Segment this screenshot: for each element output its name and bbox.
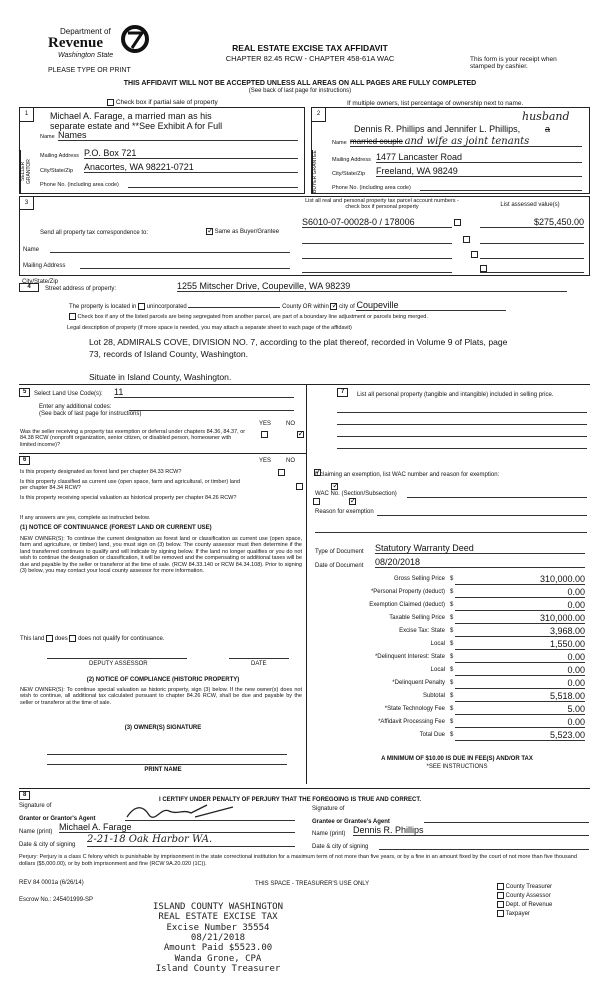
financial-value[interactable]: 310,000.00: [455, 613, 585, 624]
seller-phone-field[interactable]: [128, 178, 298, 188]
partial-sale-checkbox[interactable]: [107, 99, 114, 106]
section-5-number: 5: [19, 388, 30, 397]
legal-description-line2: 73, records of Island County, Washington.: [89, 349, 249, 359]
section-2-number: 2: [312, 108, 326, 122]
exemption-question: Was the seller receiving a property tax exemption or deferral under chapters 84.36, 84.37, or 84.38 RCW (nonprofit organization, senior citizen, or disabled person, homeowner with limited income)?: [20, 429, 246, 448]
same-as-buyer-row[interactable]: [206, 228, 279, 236]
certify-text: I CERTIFY UNDER PENALTY OF PERJURY THAT THE FOREGOING IS TRUE AND CORRECT.: [159, 797, 422, 803]
assessed-value[interactable]: $275,450.00: [480, 217, 584, 228]
buyer-name-label: Name: [332, 140, 347, 146]
dept-of: Department of: [60, 27, 111, 36]
additional-see-back: (See back of last page for instructions): [39, 411, 142, 417]
city-of-checkbox[interactable]: [330, 303, 337, 310]
name-field-3[interactable]: [50, 245, 290, 253]
dollar-sign: $: [450, 628, 454, 634]
seller-city-field[interactable]: Anacortes, WA 98221-0721: [84, 162, 298, 173]
dollar-sign: $: [450, 641, 454, 647]
wac-field[interactable]: [407, 490, 587, 498]
grantee-date-city[interactable]: [379, 842, 589, 850]
parcel-2-checkbox[interactable]: [463, 236, 470, 243]
financial-row: [307, 626, 590, 638]
treasurer-only: THIS SPACE - TREASURER'S USE ONLY: [255, 881, 370, 887]
additional-codes-field[interactable]: [129, 404, 294, 411]
same-as-buyer-label: Same as Buyer/Grantee: [214, 229, 280, 236]
seller-name-label: Name: [40, 134, 55, 140]
parcel-4[interactable]: [302, 264, 452, 273]
financial-value[interactable]: 0.00: [455, 652, 585, 663]
financial-value[interactable]: 5,518.00: [455, 691, 585, 702]
current-use-question: Is this property classified as current use (open space, farm and agricultural, or timber) land per chapter 84.34 RCW?: [20, 479, 241, 492]
dollar-sign: $: [450, 706, 454, 712]
stamp-line-7: Island County Treasurer: [155, 964, 281, 975]
personal-property-line-3[interactable]: [337, 429, 587, 437]
grantor-name[interactable]: Michael A. Farage: [59, 822, 295, 833]
buyer-mailing-label: Mailing Address: [332, 157, 371, 163]
owner-signature-line-1[interactable]: [47, 747, 287, 755]
buyer-hand-husband: husband: [522, 110, 570, 123]
segregated-label: Check box if any of the listed parcels are being segregated from another parcel, are part of a boundary line adjustment or parcels being merged.: [77, 313, 428, 320]
section-3-number: 3: [20, 197, 34, 210]
s5-yes-checkbox[interactable]: [261, 431, 268, 438]
does-checkbox[interactable]: [46, 635, 53, 642]
partial-sale-row[interactable]: [107, 99, 218, 107]
grantee-agent-label: Grantee or Grantee's Agent: [312, 819, 390, 825]
rev-number: REV 84 0001a (6/26/14): [19, 880, 84, 886]
perjury-text: Perjury: Perjury is a class C felony which is punishable by imprisonment in the state correctional institution for a maximum term of not more than five years, or by a fine in an amount fixed by the court of not more than five thousand dollars ($5,000.00), or by both imprisonment and fine (RCW 9A.20.020 (1C)).: [19, 854, 577, 867]
seller-name-line3[interactable]: Names: [58, 130, 298, 141]
notice1-title: (1) NOTICE OF CONTINUANCE (FOREST LAND OR CURRENT USE): [20, 525, 212, 531]
qualify-row: [20, 635, 164, 643]
financial-row: [307, 730, 590, 742]
legal-description-label: Legal description of property (if more space is needed, you may attach a separate sheet to each page of the affidavit): [67, 325, 352, 331]
segregated-checkbox[interactable]: [69, 313, 76, 320]
financial-label: *Affidavit Processing Fee: [378, 719, 445, 725]
buyer-box: [311, 107, 590, 194]
seller-side-label: SELLER GRANTOR: [20, 150, 34, 194]
financial-value[interactable]: 310,000.00: [455, 574, 585, 585]
assessed-header: List assessed value(s): [500, 202, 560, 208]
deputy-assessor-line[interactable]: [47, 651, 187, 659]
reason-field-2[interactable]: [315, 525, 587, 533]
section-4-number: 4: [19, 283, 39, 292]
financial-label: *Delinquent Interest: State: [374, 654, 445, 660]
seller-phone-label: Phone No. (including area code): [40, 182, 119, 188]
does-not-label: does not qualify for continuance.: [78, 636, 165, 643]
segregated-row: [69, 313, 428, 320]
notice1-text: NEW OWNER(S): To continue the current designation as forest land or classification as current use (open space, farm and agriculture, or timber) land, you must sign on (3) below. The county assessor must then determine if the land transferred continues to qualify and will indicate by signing below. If the land no longer qualifies or you do not wish to continue the designation or classification, it will be removed and the compensating or additional taxes will be due and payable by the seller or transferor at the time of sale. (RCW 84.33.140 or RCW 84.34.108). Prior to signing (3) below, you may contact your local county assessor for more information.: [20, 536, 302, 575]
buyer-strike-a: a: [545, 124, 551, 134]
parcel-header: List all real and personal property tax parcel account numbers - check box if personal property: [305, 198, 459, 211]
s5-no-checkbox[interactable]: [297, 431, 304, 438]
assessor-date-label: DATE: [251, 661, 267, 667]
print-name-label: PRINT NAME: [144, 767, 182, 773]
county-or-label: County OR within: [282, 304, 329, 310]
financial-label: Taxable Selling Price: [389, 615, 445, 621]
seller-city-label: City/State/Zip: [40, 168, 74, 174]
grantee-signature-line[interactable]: [424, 815, 589, 823]
minimum-note: A MINIMUM OF $10.00 IS DUE IN FEE(S) AND/OR TAX: [381, 756, 533, 762]
copy-dept-revenue[interactable]: Dept. of Revenue: [497, 901, 552, 910]
seller-mailing-field[interactable]: P.O. Box 721: [84, 148, 298, 159]
treasurer-stamp: [118, 902, 318, 974]
deputy-assessor-label: DEPUTY ASSESSOR: [89, 661, 148, 667]
city-label-3: City/State/Zip: [22, 279, 59, 285]
assessed-4[interactable]: [480, 264, 584, 273]
owner-signature-line-2[interactable]: [47, 757, 287, 765]
dollar-sign: $: [450, 654, 454, 660]
assessed-2[interactable]: [480, 235, 584, 244]
grantee-name-label: Name (print): [312, 831, 346, 837]
buyer-side-label: BUYER GRANTEE: [312, 150, 326, 194]
financial-value[interactable]: 0.00: [455, 717, 585, 728]
financial-row: [307, 639, 590, 651]
buyer-hand-rest: and wife as joint tenants: [404, 136, 530, 147]
street-label: Street address of property:: [45, 286, 117, 292]
financial-label: *Personal Property (deduct): [370, 589, 445, 595]
dollar-sign: $: [450, 719, 454, 725]
county-field[interactable]: [188, 307, 280, 308]
additional-codes-label: Enter any additional codes:: [39, 404, 112, 410]
doc-type-label: Type of Document: [315, 549, 364, 555]
buyer-city-field[interactable]: Freeland, WA 98249: [376, 166, 582, 177]
financial-row: [307, 665, 590, 677]
financial-row: [307, 600, 590, 612]
seller-name-line2: separate estate and **See Exhibit A for Full: [50, 121, 223, 131]
financial-label: Local: [430, 641, 445, 647]
grantor-date-city[interactable]: 2-21-18 Oak Harbor WA.: [87, 834, 295, 847]
stamp-line-5: Amount Paid $5523.00: [163, 943, 273, 954]
grantee-sig-of-label: Signature of: [312, 806, 345, 812]
notice2-title: (2) NOTICE OF COMPLIANCE (HISTORIC PROPERTY): [86, 677, 240, 683]
state-name: Washington State: [58, 52, 114, 59]
buyer-strike-married: married couple: [350, 137, 403, 146]
doc-date[interactable]: 08/20/2018: [375, 557, 585, 568]
exemption-claim-label: If claiming an exemption, list WAC number and reason for exemption:: [315, 472, 500, 478]
stamp-line-6: Wanda Grone, CPA: [174, 953, 262, 964]
form-chapter: CHAPTER 82.45 RCW - CHAPTER 458-61A WAC: [225, 54, 395, 63]
financial-label: *State Technology Fee: [384, 706, 445, 712]
section-6-number: 6: [19, 456, 30, 465]
same-as-buyer-checkbox[interactable]: [206, 228, 213, 235]
parcel-3-checkbox[interactable]: [471, 251, 478, 258]
section-1-number: 1: [20, 108, 34, 122]
section-8-number: 8: [19, 791, 30, 800]
financial-value[interactable]: 0.00: [455, 665, 585, 676]
financial-value[interactable]: 0.00: [455, 587, 585, 598]
s6-yes-header: YES: [259, 458, 272, 464]
owner-signature-title: (3) OWNER(S) SIGNATURE: [124, 725, 202, 731]
section-7-number: 7: [337, 388, 348, 397]
see-instructions: *SEE INSTRUCTIONS: [426, 764, 488, 770]
this-land-label: This land: [20, 636, 45, 643]
dollar-sign: $: [450, 576, 454, 582]
revenue-logo: [48, 24, 168, 64]
copy-county-treasurer[interactable]: County Treasurer: [497, 883, 552, 892]
buyer-phone-field[interactable]: [420, 181, 582, 191]
personal-property-line-4[interactable]: [337, 441, 587, 449]
financial-label: Total Due: [419, 732, 445, 738]
financial-value[interactable]: 0.00: [455, 678, 585, 689]
doc-date-label: Date of Document: [315, 563, 364, 569]
dollar-sign: $: [450, 732, 454, 738]
city-of-label: city of: [339, 304, 355, 310]
financial-value[interactable]: 0.00: [455, 600, 585, 611]
financial-row: [307, 704, 590, 716]
assessor-date-line[interactable]: [229, 651, 289, 659]
parcel-3[interactable]: [302, 250, 452, 259]
unincorporated-label: unincorporated: [146, 304, 187, 310]
financial-row: [307, 652, 590, 664]
financial-label: Local: [430, 667, 445, 673]
does-not-checkbox[interactable]: [69, 635, 76, 642]
property-city[interactable]: Coupeville: [356, 300, 506, 311]
stamp-line-2: REAL ESTATE EXCISE TAX: [158, 912, 278, 923]
mailing-field-3[interactable]: [80, 261, 290, 269]
buyer-phone-label: Phone No. (including area code): [332, 185, 411, 191]
parcel-number[interactable]: S6010-07-00028-0 / 178006: [302, 217, 452, 228]
grantor-date-city-label: Date & city of signing: [19, 842, 76, 848]
parcel-2[interactable]: [302, 235, 452, 244]
reason-label: Reason for exemption: [315, 509, 374, 515]
does-label: does: [54, 636, 68, 643]
doc-type[interactable]: Statutory Warranty Deed: [375, 543, 585, 554]
financial-label: Exemption Claimed (deduct): [369, 602, 445, 608]
personal-property-line-2[interactable]: [337, 417, 587, 425]
revenue-wordmark: Revenue: [48, 35, 103, 51]
s5-no-header: NO: [286, 421, 295, 427]
financial-row: [307, 587, 590, 599]
legal-description-line1: Lot 28, ADMIRALS COVE, DIVISION NO. 7, according to the plat thereof, recorded in Volume 9 of Plats, page: [89, 337, 508, 347]
property-location-row: [69, 300, 506, 311]
financial-value[interactable]: 1,550.00: [455, 639, 585, 650]
dollar-sign: $: [450, 602, 454, 608]
stamp-line-4: 08/21/2018: [190, 933, 246, 944]
seller-name-line1: Michael A. Farage, a married man as his: [50, 111, 212, 121]
buyer-name-typed: Dennis R. Phillips and Jennifer L. Phillips,: [354, 124, 521, 134]
left-column: [19, 384, 307, 784]
financial-row: [307, 678, 590, 690]
warning-text: THIS AFFIDAVIT WILL NOT BE ACCEPTED UNLESS ALL AREAS ON ALL PAGES ARE FULLY COMPLETED: [123, 80, 477, 87]
section-8: [19, 788, 590, 852]
stamp-line-3: Excise Number 35554: [166, 922, 270, 933]
notice2-text: NEW OWNER(S): To continue special valuation as historic property, sign (3) below. If the new owner(s) does not wish to continue, all additional tax calculated pursuant to chapter 84.26 RCW, shall be due and payable by the seller or transferor at the time of sale.: [20, 687, 302, 706]
escrow-number: Escrow No.: 245401999-SP: [19, 897, 94, 903]
partial-sale-label: Check box if partial sale of property: [115, 99, 218, 107]
forest-question: Is this property designated as forest land per chapter 84.33 RCW?: [20, 469, 182, 475]
financial-row: [307, 613, 590, 625]
financial-row: [307, 574, 590, 586]
grantor-sig-of-label: Signature of: [19, 803, 52, 809]
form-title: REAL ESTATE EXCISE TAX AFFIDAVIT: [232, 43, 388, 53]
parcel-1-personal-checkbox[interactable]: [454, 219, 461, 226]
dollar-sign: $: [450, 589, 454, 595]
land-use-label: Select Land Use Code(s):: [34, 391, 103, 397]
financial-label: Gross Selling Price: [393, 576, 445, 582]
wac-label: WAC No. (Section/Subsection): [315, 491, 397, 497]
financial-label: *Delinquent Penalty: [392, 680, 445, 686]
see-back-note: (See back of last page for instructions): [248, 88, 352, 94]
copies-list: [497, 883, 552, 919]
section-3-box: [19, 196, 590, 276]
grantor-agent-label: Grantor or Grantor's Agent: [19, 816, 96, 822]
financial-label: Excise Tax: State: [399, 628, 445, 634]
copy-taxpayer[interactable]: Taxpayer: [497, 910, 552, 919]
financial-row: [307, 691, 590, 703]
financial-value[interactable]: 5,523.00: [455, 730, 585, 741]
grantee-date-city-label: Date & city of signing: [312, 844, 369, 850]
section-6-divider: [19, 453, 307, 454]
situate-line: Situate in Island County, Washington.: [89, 372, 232, 382]
unincorporated-checkbox[interactable]: [138, 303, 145, 310]
financial-row: [307, 717, 590, 729]
reason-field[interactable]: [377, 508, 587, 516]
buyer-mailing-field[interactable]: 1477 Lancaster Road: [376, 152, 582, 163]
q1-yes-checkbox[interactable]: [278, 469, 285, 476]
copy-county-assessor[interactable]: County Assessor: [497, 892, 552, 901]
located-in-label: The property is located in: [69, 304, 137, 310]
financial-rows: [307, 574, 590, 744]
s6-no-header: NO: [286, 458, 295, 464]
financial-value[interactable]: 3,968.00: [455, 626, 585, 637]
send-correspondence-label: Send all property tax correspondence to:: [40, 230, 149, 236]
please-type: PLEASE TYPE OR PRINT: [48, 67, 131, 74]
street-address[interactable]: 1255 Mitscher Drive, Coupeville, WA 98239: [177, 281, 567, 292]
buyer-city-label: City/State/Zip: [332, 171, 366, 177]
mailing-label-3: Mailing Address: [23, 263, 66, 269]
assessed-3[interactable]: [480, 250, 584, 259]
dollar-sign: $: [450, 615, 454, 621]
q2-yes-checkbox[interactable]: [296, 483, 303, 490]
dollar-sign: $: [450, 693, 454, 699]
land-use-code[interactable]: 11: [114, 387, 294, 398]
s5-yes-header: YES: [259, 421, 272, 427]
seller-mailing-label: Mailing Address: [40, 153, 79, 159]
financial-label: Subtotal: [422, 693, 445, 699]
grantor-signature-line[interactable]: [125, 813, 295, 821]
seller-box: [19, 107, 305, 194]
right-column: [307, 384, 590, 784]
grantor-name-label: Name (print): [19, 829, 53, 835]
personal-property-line-1[interactable]: [337, 405, 587, 413]
dollar-sign: $: [450, 667, 454, 673]
buyer-name-field[interactable]: [350, 136, 582, 147]
grantee-name[interactable]: Dennis R. Phillips: [353, 825, 589, 836]
receipt-note: This form is your receipt when stamped by cashier.: [470, 56, 557, 71]
multiple-owners-note: If multiple owners, list percentage of ownership next to name.: [347, 100, 524, 107]
name-label-3: Name: [23, 247, 40, 253]
section-4: [19, 280, 590, 386]
dollar-sign: $: [450, 680, 454, 686]
historic-question: Is this property receiving special valuation as historical property per chapter 84.26 RCW?: [20, 495, 237, 501]
personal-property-label: List all personal property (tangible and intangible) included in selling price.: [357, 392, 554, 398]
stamp-line-1: ISLAND COUNTY WASHINGTON: [152, 902, 284, 912]
financial-value[interactable]: 5.00: [455, 704, 585, 715]
revenue-logo-icon: [118, 24, 152, 54]
if-yes-note: If any answers are yes, complete as instructed below.: [20, 515, 151, 521]
